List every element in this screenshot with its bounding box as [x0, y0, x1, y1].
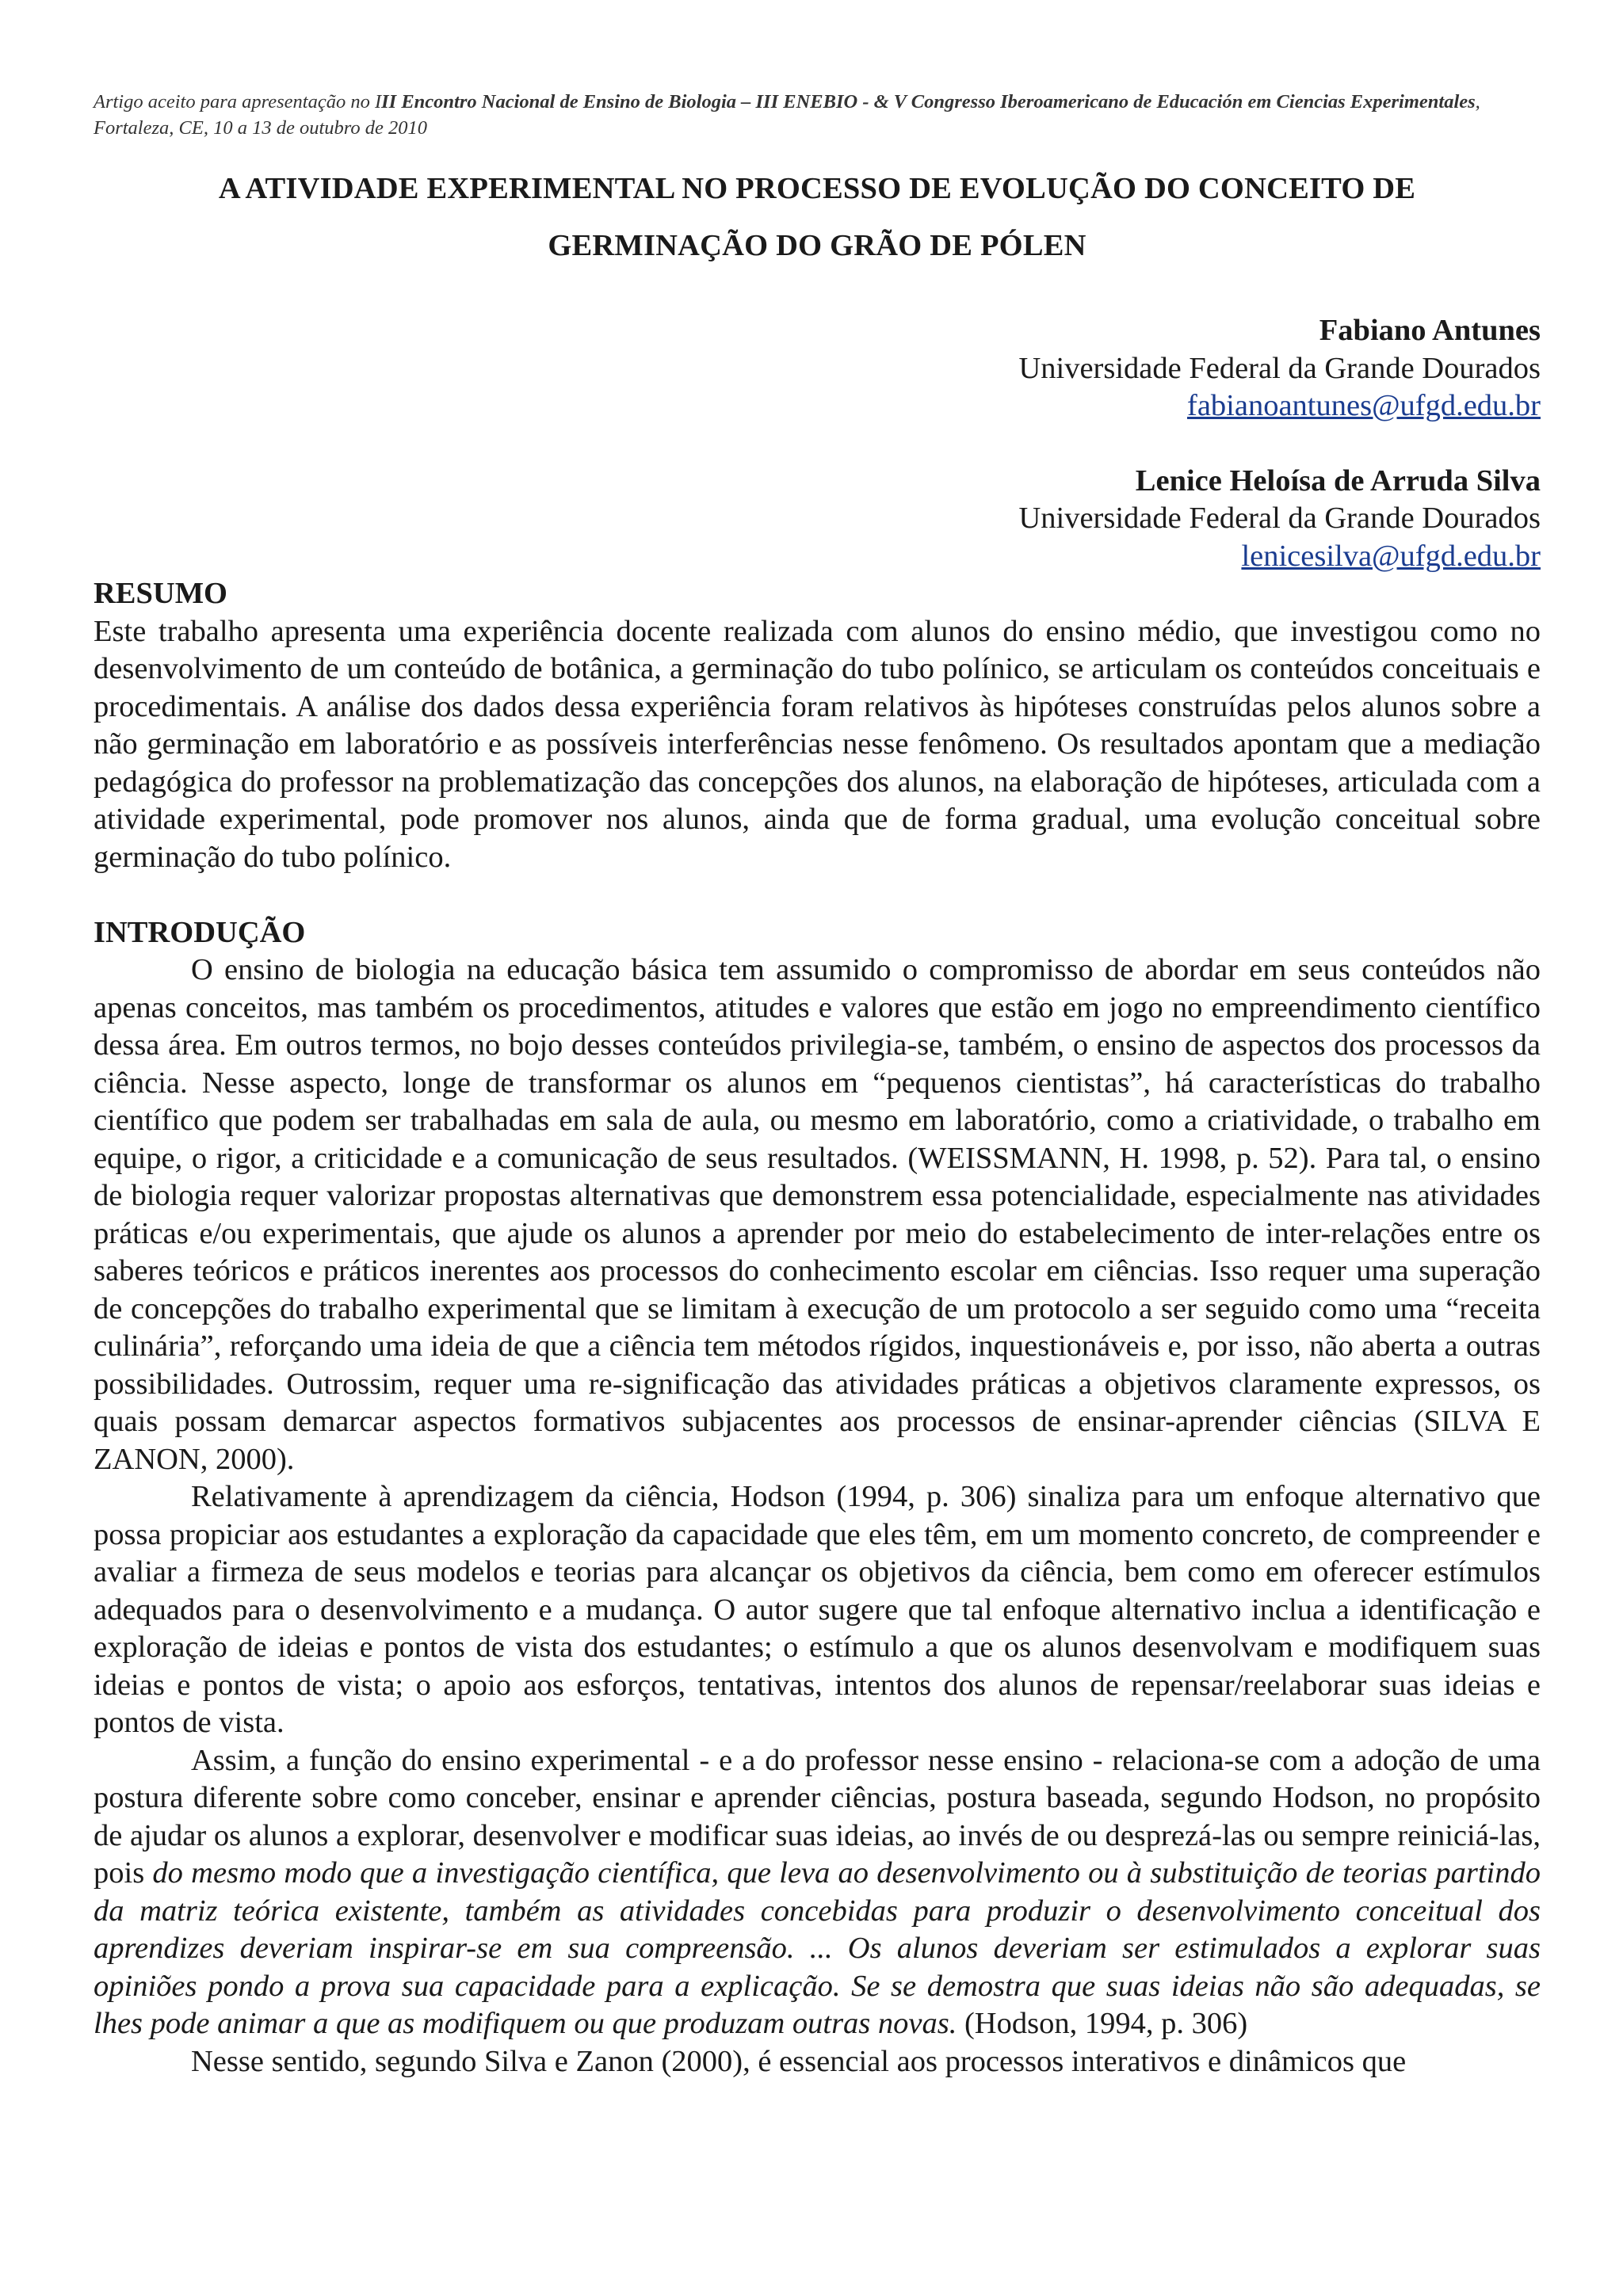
quotation-citation: (Hodson, 1994, p. 306) [957, 2007, 1248, 2040]
title-line-2: GERMINAÇÃO DO GRÃO DE PÓLEN [548, 229, 1086, 262]
paper-title [94, 160, 1541, 274]
italic-quotation: do mesmo modo que a investigação científica, que leva ao desenvolvimento ou à substituição de teorias partindo da matriz teórica existente, também as atividades concebidas para produzir o desenvolvimento conceitual dos aprendizes deveriam inspirar-se em sua compreensão. ... Os alunos deveriam ser estimulados a explorar suas opiniões pondo a prova sua capacidade para a explicação. Se se demostra que suas ideias não são adequadas, se lhes pode animar a que as modifiquem ou que produzam outras novas. [94, 1856, 1541, 2040]
author-list [94, 312, 1541, 575]
body-paragraph: Nesse sentido, segundo Silva e Zanon (2000), é essencial aos processos interativos e dinâmicos que [191, 2044, 1407, 2078]
paragraph-text: Assim, a função do ensino experimental - e a do professor nesse ensino - relaciona-se com a adoção de uma postura diferente sobre como conceber, ensinar e aprender ciências, postura baseada, segundo Hodson, no propósito de ajudar os alunos a explorar, desenvolver e modificar suas ideias, ao invés de ou desprezá-las ou sempre reiniciá-las, pois [94, 1743, 1541, 1890]
author-block [94, 463, 1541, 576]
conference-note-prefix: Artigo aceito para apresentação no I [94, 91, 382, 113]
section-heading-introducao: INTRODUÇÃO [94, 915, 306, 949]
body-paragraph: O ensino de biologia na educação básica tem assumido o compromisso de abordar em seus conteúdos não apenas conceitos, mas também os procedimentos, atitudes e valores que estão em jogo no empreendimento científico dessa área. Em outros termos, no bojo desses conteúdos privilegia-se, também, o ensino de aspectos dos processos da ciência. Nesse aspecto, longe de transformar os alunos em “pequenos cientistas”, há características do trabalho científico que podem ser trabalhadas em sala de aula, ou mesmo em laboratório, como a criatividade, o trabalho em equipe, o rigor, a criticidade e a comunicação de seus resultados. (WEISSMANN, H. 1998, p. 52). Para tal, o ensino de biologia requer valorizar propostas alternativas que demonstrem essa potencialidade, especialmente nas atividades práticas e/ou experimentais, que ajude os alunos a aprender por meio do estabelecimento de inter-relações entre os saberes teóricos e práticos inerentes aos processos do conhecimento escolar em ciências. Isso requer uma superação de concepções do trabalho experimental que se limitam à execução de um protocolo a ser seguido como uma “receita culinária”, reforçando uma ideia de que a ciência tem métodos rígidos, inquestionáveis e, por isso, não aberta a outras possibilidades. Outrossim, requer uma re-significação das atividades práticas a objetivos claramente expressos, os quais possam demarcar aspectos formativos subjacentes aos processos de ensinar-aprender ciências (SILVA E ZANON, 2000). [94, 953, 1541, 1476]
conference-note-suffix: , Fortaleza, CE, 10 a 13 de outubro de 2010 [94, 91, 1480, 139]
author-affiliation: Universidade Federal da Grande Dourados [1018, 351, 1541, 385]
author-affiliation: Universidade Federal da Grande Dourados [1018, 502, 1541, 535]
author-email-link[interactable]: lenicesilva@ufgd.edu.br [1241, 539, 1541, 573]
abstract-paragraph: Este trabalho apresenta uma experiência docente realizada com alunos do ensino médio, que investigou como no desenvolvimento de um conteúdo de botânica, a germinação do tubo polínico, se articulam os conteúdos conceituais e procedimentais. A análise dos dados dessa experiência foram relativos às hipóteses construídas pelos alunos sobre a não germinação em laboratório e as possíveis interferências nesse fenômeno. Os resultados apontam que a mediação pedagógica do professor na problematização das concepções dos alunos, na elaboração de hipóteses, articulada com a atividade experimental, pode promover nos alunos, ainda que de forma gradual, uma evolução conceitual sobre germinação do tubo polínico. [94, 614, 1541, 874]
body-paragraph-quote [94, 1742, 1541, 2043]
paper-page [94, 89, 1541, 2081]
conference-event-name: II Encontro Nacional de Ensino de Biologia – III ENEBIO - & V Congresso Iberoamericano de Educación em Ciencias Experimentales [381, 91, 1476, 113]
author-name: Lenice Heloísa de Arruda Silva [1135, 463, 1541, 498]
body-paragraph: Relativamente à aprendizagem da ciência, Hodson (1994, p. 306) sinaliza para um enfoque alternativo que possa propiciar aos estudantes a exploração da capacidade que eles têm, em um momento concreto, de compreender e avaliar a firmeza de seus modelos e teorias para alcançar os objetivos da ciência, bem como em oferecer estímulos adequados para o desenvolvimento e a mudança. O autor sugere que tal enfoque alternativo inclua a identificação e exploração de ideias e pontos de vista dos estudantes; o estímulo a que os alunos desenvolvam e modifiquem suas ideias e pontos de vista; o apoio aos esforços, tentativas, intentos dos alunos de repensar/reelaborar suas ideias e pontos de vista. [94, 1480, 1541, 1739]
author-name: Fabiano Antunes [1319, 314, 1541, 347]
title-line-1: A ATIVIDADE EXPERIMENTAL NO PROCESSO DE EVOLUÇÃO DO CONCEITO DE [218, 172, 1416, 205]
author-block [94, 312, 1541, 425]
author-email-link[interactable]: fabianoantunes@ufgd.edu.br [1187, 389, 1541, 422]
conference-note [94, 89, 1541, 141]
section-heading-resumo: RESUMO [94, 577, 227, 610]
